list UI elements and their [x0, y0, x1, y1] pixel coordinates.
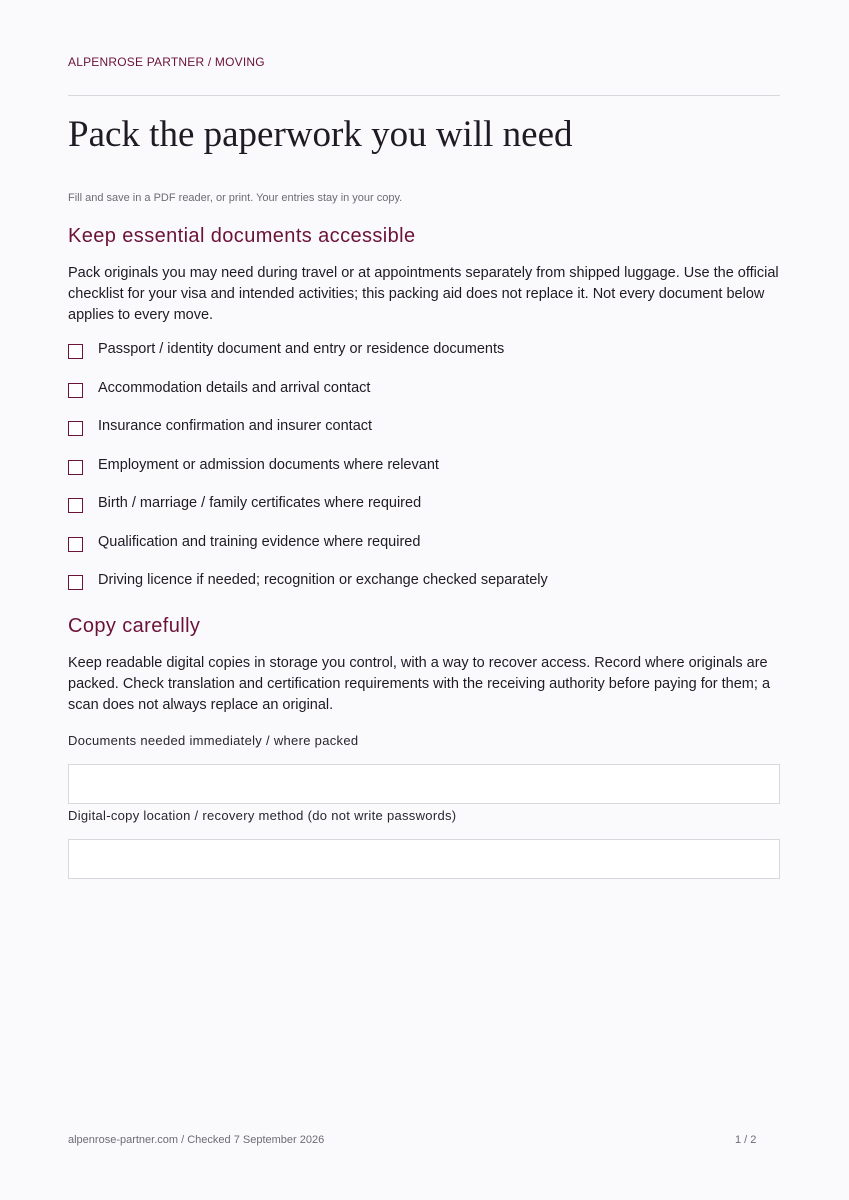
checkbox-certificates[interactable] [68, 498, 83, 513]
checklist-item-label: Employment or admission documents where relevant [98, 456, 439, 473]
checklist-item-label: Birth / marriage / family certificates where required [98, 495, 422, 511]
checklist-item [68, 532, 548, 571]
fill-note: Fill and save in a PDF reader, or print. Your entries stay in your copy. [68, 192, 403, 204]
section-heading-copy-carefully: Copy carefully [68, 615, 201, 637]
brand-header: ALPENROSE PARTNER / MOVING [68, 55, 265, 69]
checklist-item [68, 378, 548, 417]
page-title: Pack the paperwork you will need [68, 114, 573, 155]
field-label-documents-needed: Documents needed immediately / where packed [68, 733, 359, 748]
digital-copy-location-input[interactable] [68, 839, 780, 879]
checklist-item [68, 493, 548, 532]
checklist-item [68, 416, 548, 455]
checklist-item-label: Driving licence if needed; recognition or exchange checked separately [98, 572, 548, 588]
checkbox-insurance[interactable] [68, 421, 83, 436]
document-checklist [68, 339, 548, 609]
checkbox-accommodation[interactable] [68, 383, 83, 398]
checklist-item-label: Insurance confirmation and insurer contact [98, 418, 373, 434]
field-label-digital-copy-location: Digital-copy location / recovery method (do not write passwords) [68, 808, 457, 823]
checklist-item-label: Qualification and training evidence where required [98, 533, 421, 550]
checkbox-passport[interactable] [68, 344, 83, 359]
checkbox-qualification[interactable] [68, 537, 83, 552]
section-paragraph-essential-documents: Pack originals you may need during travel or at appointments separately from shipped luggage. Use the official checklist for your visa and intended activities; this packing aid does not replace it. Not every document below applies to every move. [68, 265, 779, 323]
document-page [68, 0, 780, 1200]
header-divider [68, 95, 780, 96]
checklist-item-label: Accommodation details and arrival contact [98, 379, 371, 396]
documents-needed-input[interactable] [68, 764, 780, 804]
section-heading-essential-documents: Keep essential documents accessible [68, 225, 416, 247]
checklist-item [68, 570, 548, 609]
checkbox-employment[interactable] [68, 460, 83, 475]
section-paragraph-copy-carefully: Keep readable digital copies in storage you control, with a way to recover access. Record where originals are packed. Check translation and certification requirements with the receiving authority before paying for them; a scan does not always replace an original. [68, 655, 771, 713]
checkbox-driving-licence[interactable] [68, 575, 83, 590]
footer-source: alpenrose-partner.com / Checked 7 September 2026 [68, 1134, 325, 1146]
checklist-item-label: Passport / identity document and entry or residence documents [98, 341, 505, 357]
page-number: 1 / 2 [735, 1134, 757, 1146]
checklist-item [68, 339, 548, 378]
checklist-item [68, 455, 548, 494]
